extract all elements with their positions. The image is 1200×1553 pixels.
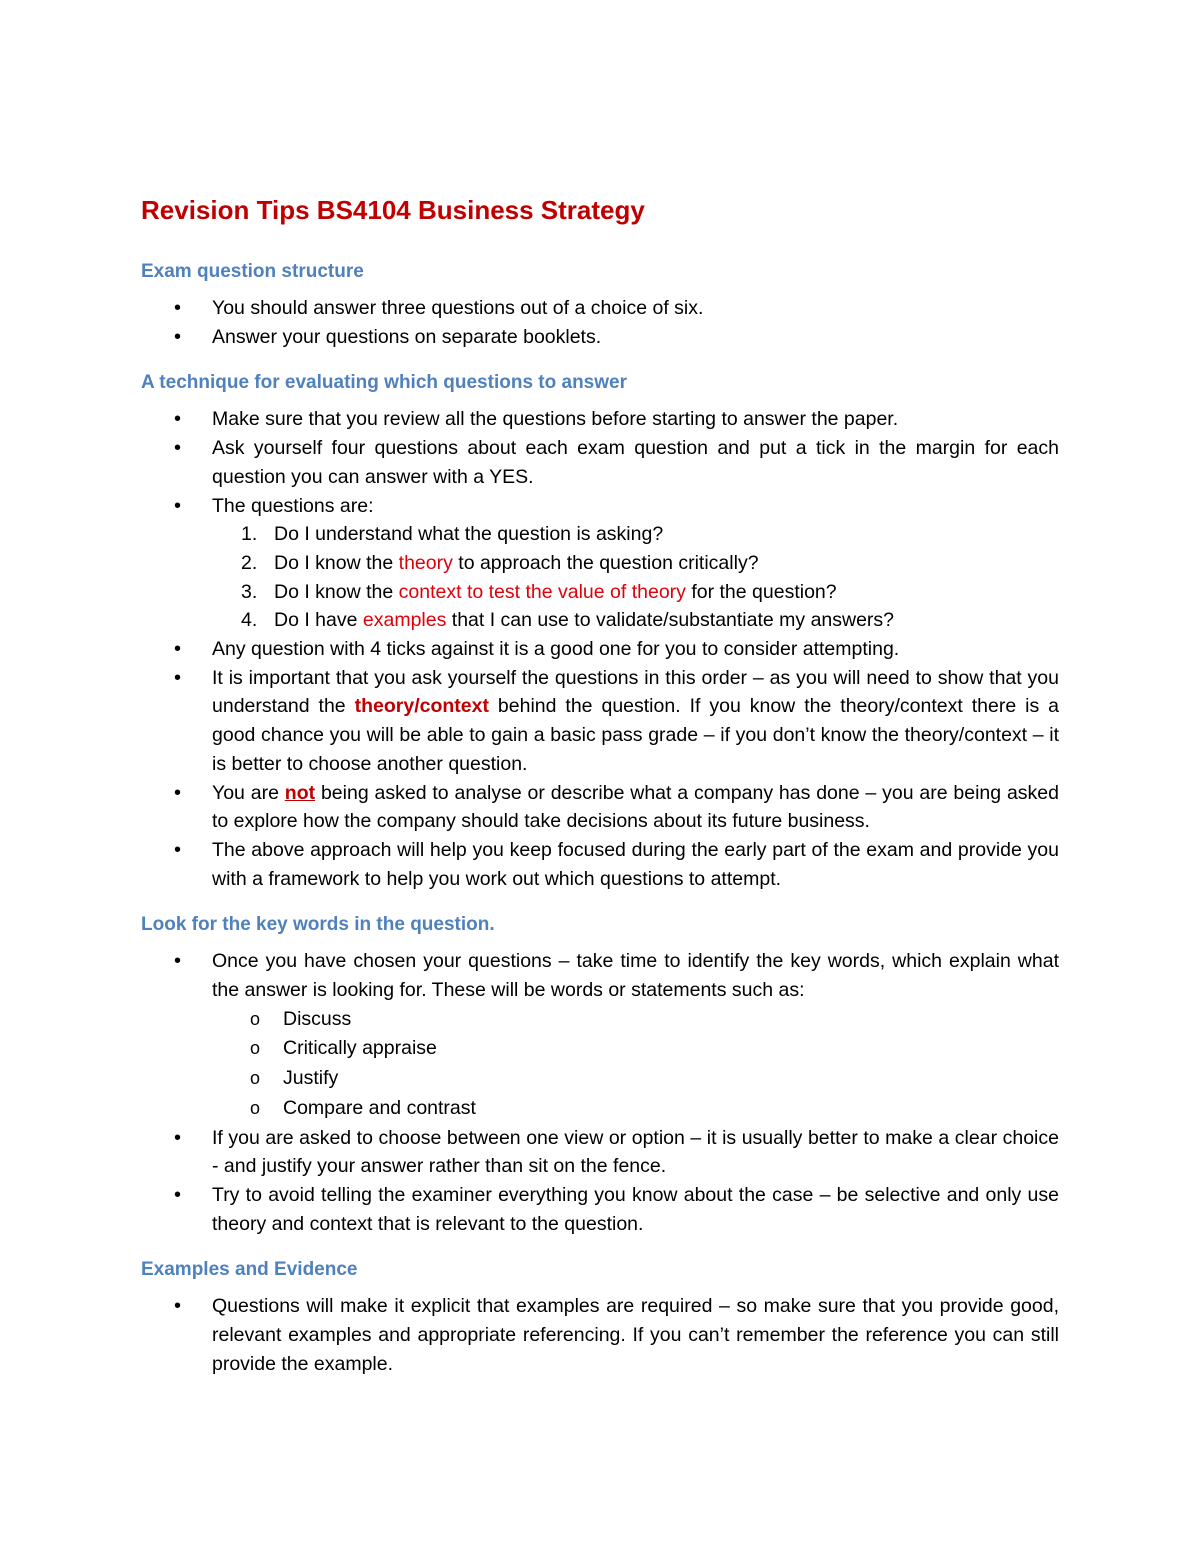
numbered-list <box>141 520 1059 635</box>
item-text: It is important that you ask yourself the questions in this order – as you will need to show that you understand the <box>212 666 1059 718</box>
item-text: behind the question. If you know the theory/context there is a good chance you will be able to gain a basic pass grade – if you don’t know the theory/context – it is better to choose another question. <box>212 695 1059 775</box>
item-number: 1. <box>241 523 258 546</box>
list-item: • You should answer three questions out of a choice of six. <box>141 294 1059 323</box>
sub-list <box>141 1005 1059 1124</box>
numbered-item <box>141 549 1059 578</box>
item-number: 2. <box>241 551 258 574</box>
numbered-item <box>141 520 1059 549</box>
item-text: being asked to analyse or describe what a company has done – you are being asked to explore how the company should take decisions about its future business. <box>212 781 1059 833</box>
item-text: Do I know the <box>274 551 399 574</box>
document-content <box>141 192 1059 1397</box>
numbered-item <box>141 606 1059 635</box>
list-item: • Ask yourself four questions about each exam question and put a tick in the margin for each question you can answer with a YES. <box>141 434 1059 491</box>
item-text: You are <box>212 781 285 804</box>
list-item <box>141 664 1059 779</box>
item-text: Do I understand what the question is asking? <box>274 523 664 546</box>
list-item: • Answer your questions on separate booklets. <box>141 323 1059 352</box>
numbered-item <box>141 578 1059 607</box>
highlight-text: examples <box>362 609 447 632</box>
item-number: 4. <box>241 609 258 632</box>
item-text: for the question? <box>685 580 837 603</box>
bullet-list <box>141 947 1059 1004</box>
section-heading: Examples and Evidence <box>141 1259 358 1281</box>
list-item: • If you are asked to choose between one view or option – it is usually better to make a clear choice - and justify your answer rather than sit on the fence. <box>141 1124 1059 1181</box>
bullet-list <box>141 1292 1059 1378</box>
section-heading: A technique for evaluating which questions to answer <box>141 372 627 394</box>
bullet-list <box>141 294 1059 351</box>
list-item: • The questions are: <box>141 492 1059 521</box>
list-item: • Try to avoid telling the examiner everything you know about the case – be selective and only use theory and context that is relevant to the question. <box>141 1181 1059 1238</box>
list-item: • Make sure that you review all the questions before starting to answer the paper. <box>141 405 1059 434</box>
sub-list-item: o Critically appraise <box>141 1034 1059 1064</box>
highlight-text: theory <box>398 551 453 574</box>
list-item: • The above approach will help you keep focused during the early part of the exam and provide you with a framework to help you work out which questions to attempt. <box>141 836 1059 893</box>
section-key-words <box>141 911 1059 1238</box>
section-heading: Exam question structure <box>141 261 364 282</box>
bullet-list <box>141 1124 1059 1239</box>
item-number: 3. <box>241 580 258 603</box>
list-item: • Questions will make it explicit that examples are required – so make sure that you provide good, relevant examples and appropriate referencing. If you can’t remember the reference you can still provide the example. <box>141 1292 1059 1378</box>
sub-list-item: o Justify <box>141 1064 1059 1094</box>
list-item: • Once you have chosen your questions – take time to identify the key words, which explain what the answer is looking for. These will be words or statements such as: <box>141 947 1059 1004</box>
item-text: that I can use to validate/substantiate my answers? <box>446 609 895 632</box>
sub-list-item: o Discuss <box>141 1005 1059 1035</box>
highlight-text: context to test the value of theory <box>398 580 686 603</box>
emphasis-text: not <box>284 781 316 804</box>
section-exam-structure <box>141 258 1059 351</box>
bullet-list <box>141 635 1059 893</box>
section-technique <box>141 369 1059 893</box>
sub-list-item: o Compare and contrast <box>141 1094 1059 1124</box>
list-item: • Any question with 4 ticks against it is a good one for you to consider attempting. <box>141 635 1059 664</box>
section-heading: Look for the key words in the question. <box>141 914 495 936</box>
item-text: Do I have <box>274 609 363 632</box>
bullet-list <box>141 405 1059 520</box>
item-text: to approach the question critically? <box>452 551 759 574</box>
highlight-text: theory/context <box>354 695 489 718</box>
list-item <box>141 779 1059 836</box>
item-text: Do I know the <box>274 580 399 603</box>
section-examples-evidence <box>141 1256 1059 1378</box>
document-title: Revision Tips BS4104 Business Strategy <box>141 195 645 225</box>
